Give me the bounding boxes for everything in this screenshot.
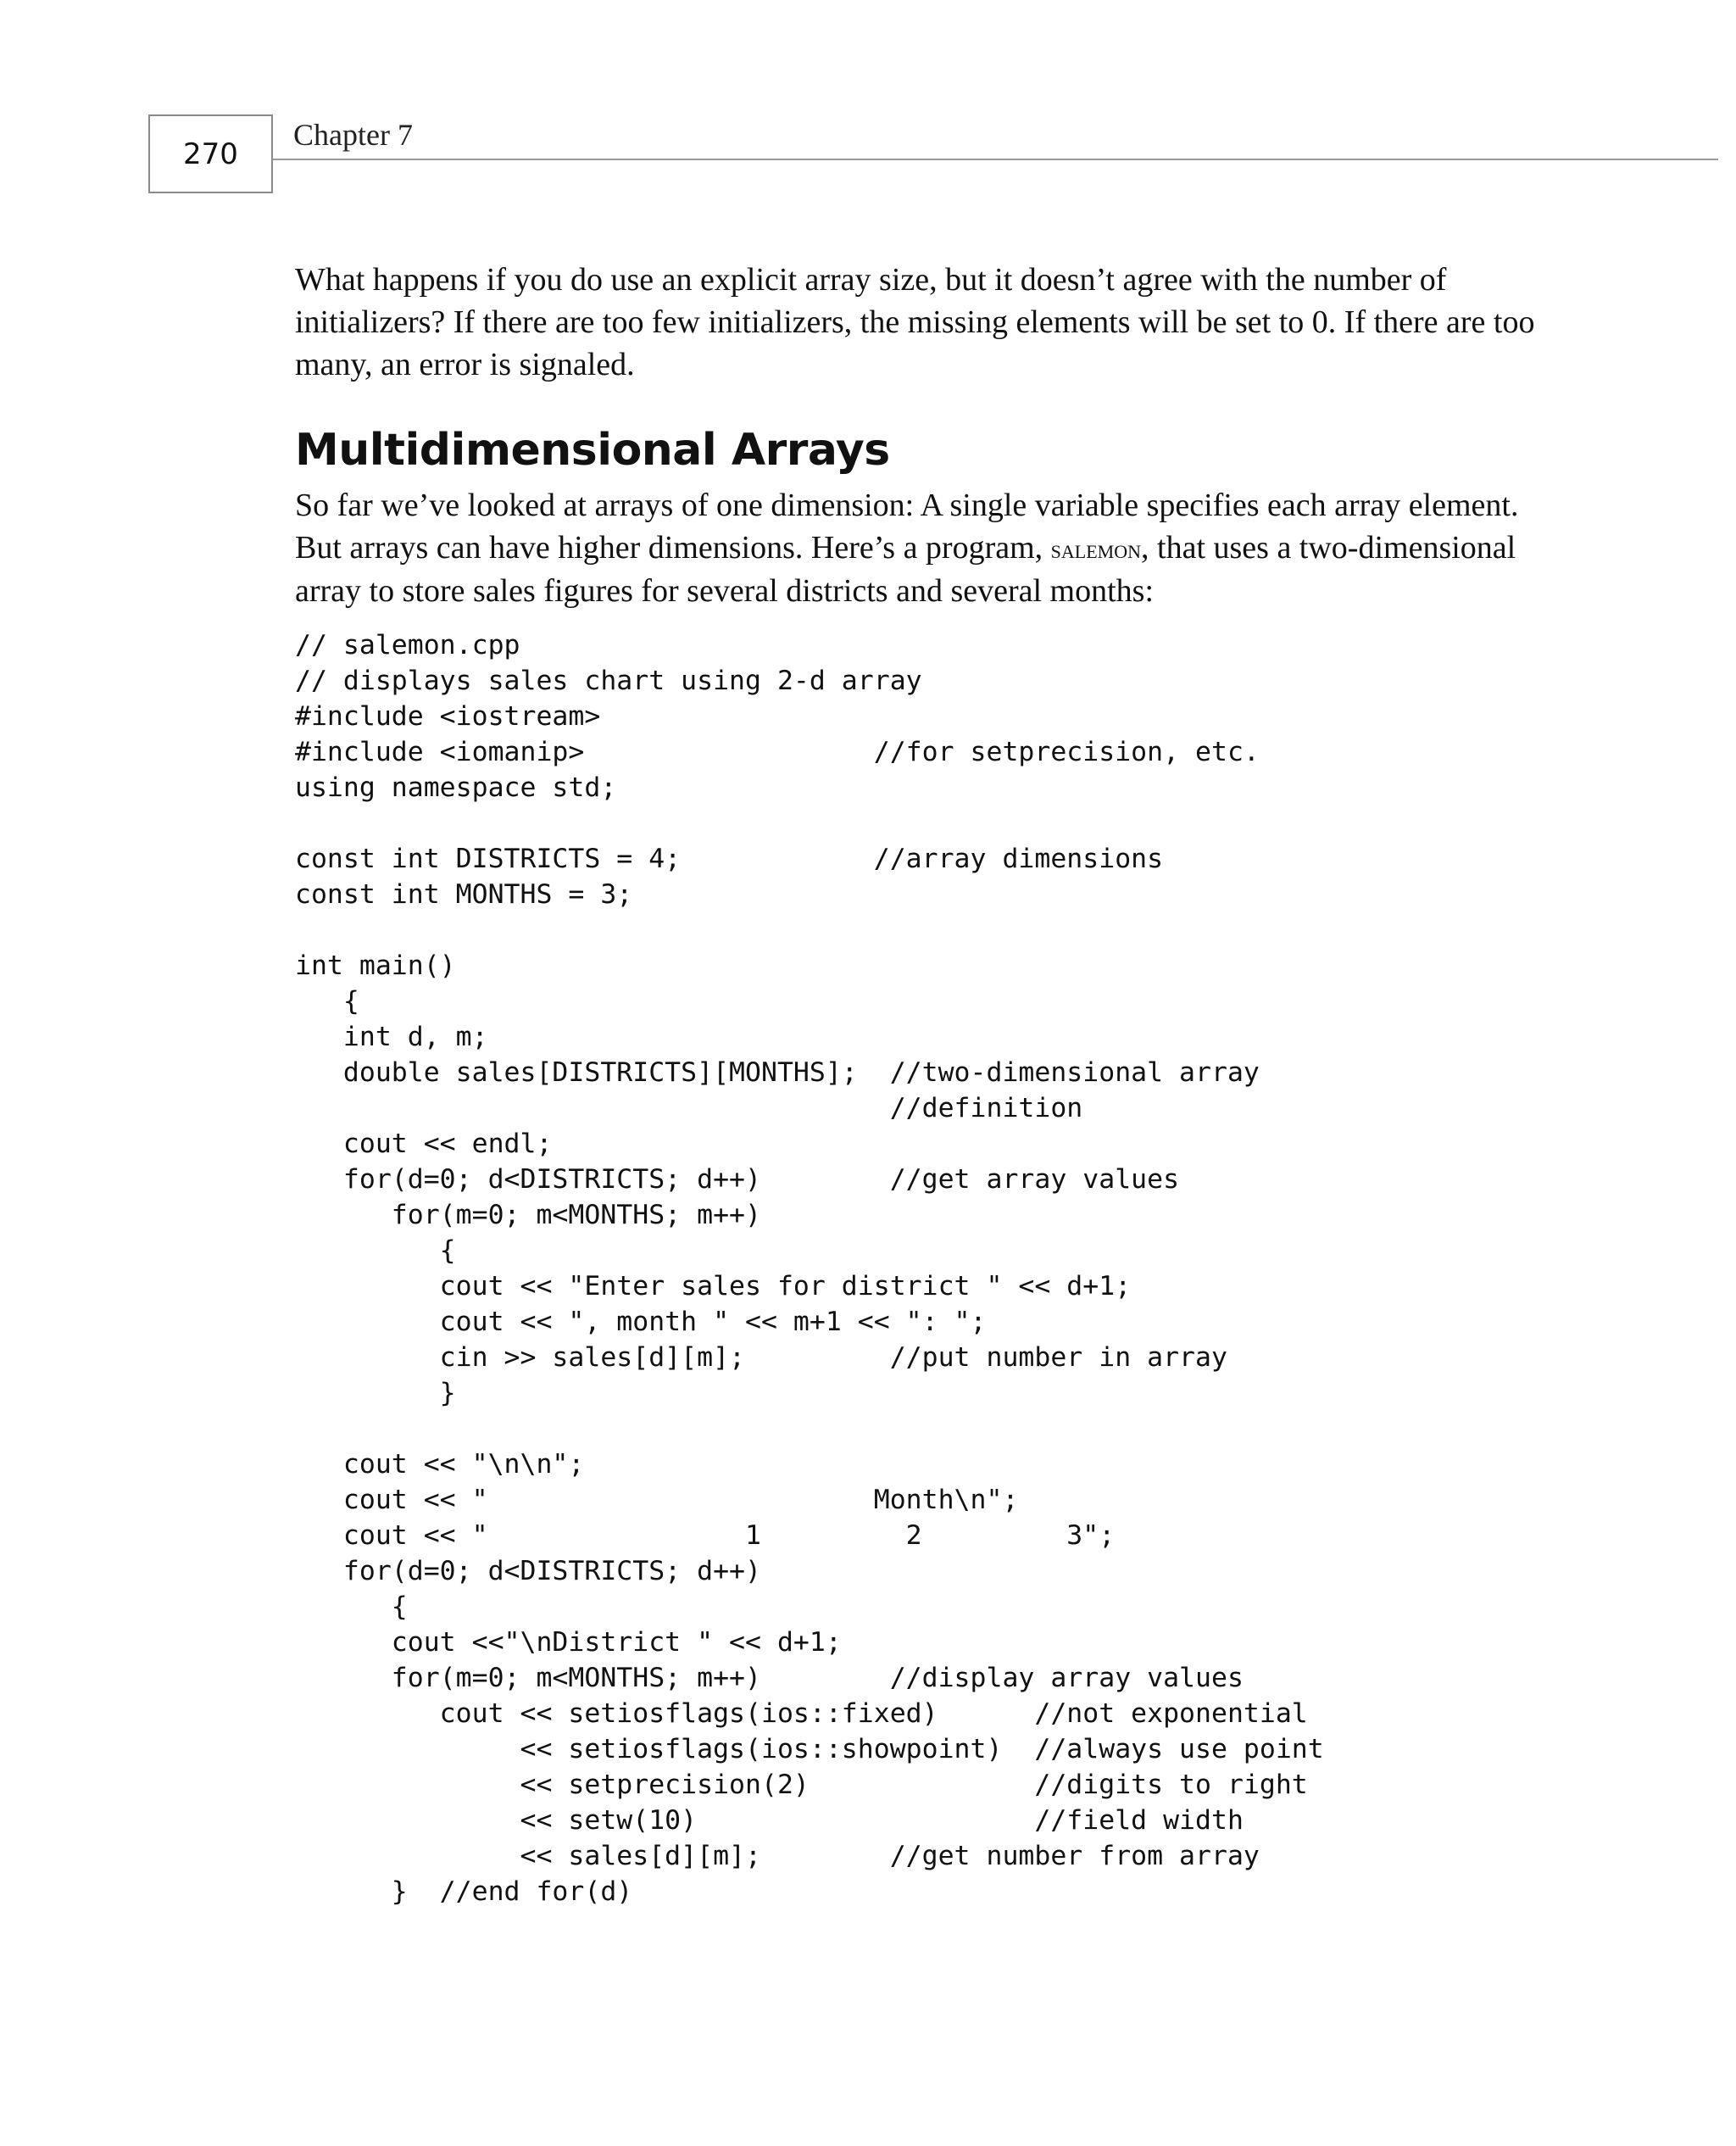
code-listing: [295, 627, 1566, 1909]
code-line: cout << "\n\n";: [295, 1449, 585, 1480]
code-line: cout << "Enter sales for district " << d+1;: [295, 1271, 1132, 1302]
code-line: for(d=0; d<DISTRICTS; d++): [295, 1556, 761, 1586]
code-line: cout << ", month " << m+1 << ": ";: [295, 1307, 987, 1337]
page-number: 270: [148, 114, 273, 193]
code-line: << setiosflags(ios::showpoint) //always use point: [295, 1734, 1324, 1764]
header-rule: [273, 159, 1718, 160]
code-line: // salemon.cpp: [295, 630, 520, 661]
code-line: } //end for(d): [295, 1876, 633, 1907]
section-paragraph-end: , that uses a two-dimensional array to store sales figures for several districts and several months:: [295, 530, 1516, 609]
code-line: }: [295, 1378, 456, 1408]
code-line: double sales[DISTRICTS][MONTHS]; //two-dimensional array: [295, 1057, 1260, 1088]
code-line: cout << " Month\n";: [295, 1485, 1019, 1515]
code-line: #include <iostream>: [295, 701, 601, 732]
code-line: for(m=0; m<MONTHS; m++): [295, 1200, 761, 1230]
page-content: [295, 259, 1566, 1909]
code-line: [295, 912, 1566, 948]
code-line: << sales[d][m]; //get number from array: [295, 1841, 1260, 1871]
code-line: //definition: [295, 1093, 1083, 1123]
code-line: for(d=0; d<DISTRICTS; d++) //get array values: [295, 1164, 1180, 1195]
section-heading: Multidimensional Arrays: [295, 425, 890, 476]
code-line: cout << endl;: [295, 1129, 553, 1159]
chapter-title: Chapter 7: [293, 118, 413, 152]
intro-paragraph: What happens if you do use an explicit array size, but it doesn’t agree with the number of initializers? If there are too few initializers, the missing elements will be set to 0. If there are too many, an error is signaled.: [295, 262, 1535, 382]
code-line: const int DISTRICTS = 4; //array dimensions: [295, 844, 1164, 874]
code-line: cout <<"\nDistrict " << d+1;: [295, 1627, 842, 1658]
code-line: << setprecision(2) //digits to right: [295, 1770, 1308, 1800]
code-line: cout << setiosflags(ios::fixed) //not exponential: [295, 1698, 1308, 1729]
code-line: for(m=0; m<MONTHS; m++) //display array values: [295, 1663, 1244, 1693]
code-line: using namespace std;: [295, 772, 617, 803]
code-line: << setw(10) //field width: [295, 1805, 1244, 1836]
code-line: int d, m;: [295, 1022, 488, 1052]
section-paragraph-start: So far we’ve looked at arrays of one dimension: A single variable specifies each array element. But arrays can have higher dimensions. Here’s a program,: [295, 488, 1519, 566]
code-line: int main(): [295, 950, 456, 981]
code-line: [295, 805, 1566, 841]
code-line: cin >> sales[d][m]; //put number in array: [295, 1342, 1227, 1373]
code-line: const int MONTHS = 3;: [295, 879, 633, 910]
section-paragraph: [295, 484, 1566, 612]
code-line: // displays sales chart using 2-d array: [295, 666, 922, 696]
code-line: cout << " 1 2 3";: [295, 1520, 1116, 1551]
code-line: [295, 1411, 1566, 1446]
code-line: {: [295, 1591, 408, 1622]
code-line: #include <iomanip> //for setprecision, etc.: [295, 737, 1260, 767]
code-line: {: [295, 1235, 456, 1266]
program-name: salemon: [1050, 533, 1142, 564]
code-line: {: [295, 986, 359, 1017]
